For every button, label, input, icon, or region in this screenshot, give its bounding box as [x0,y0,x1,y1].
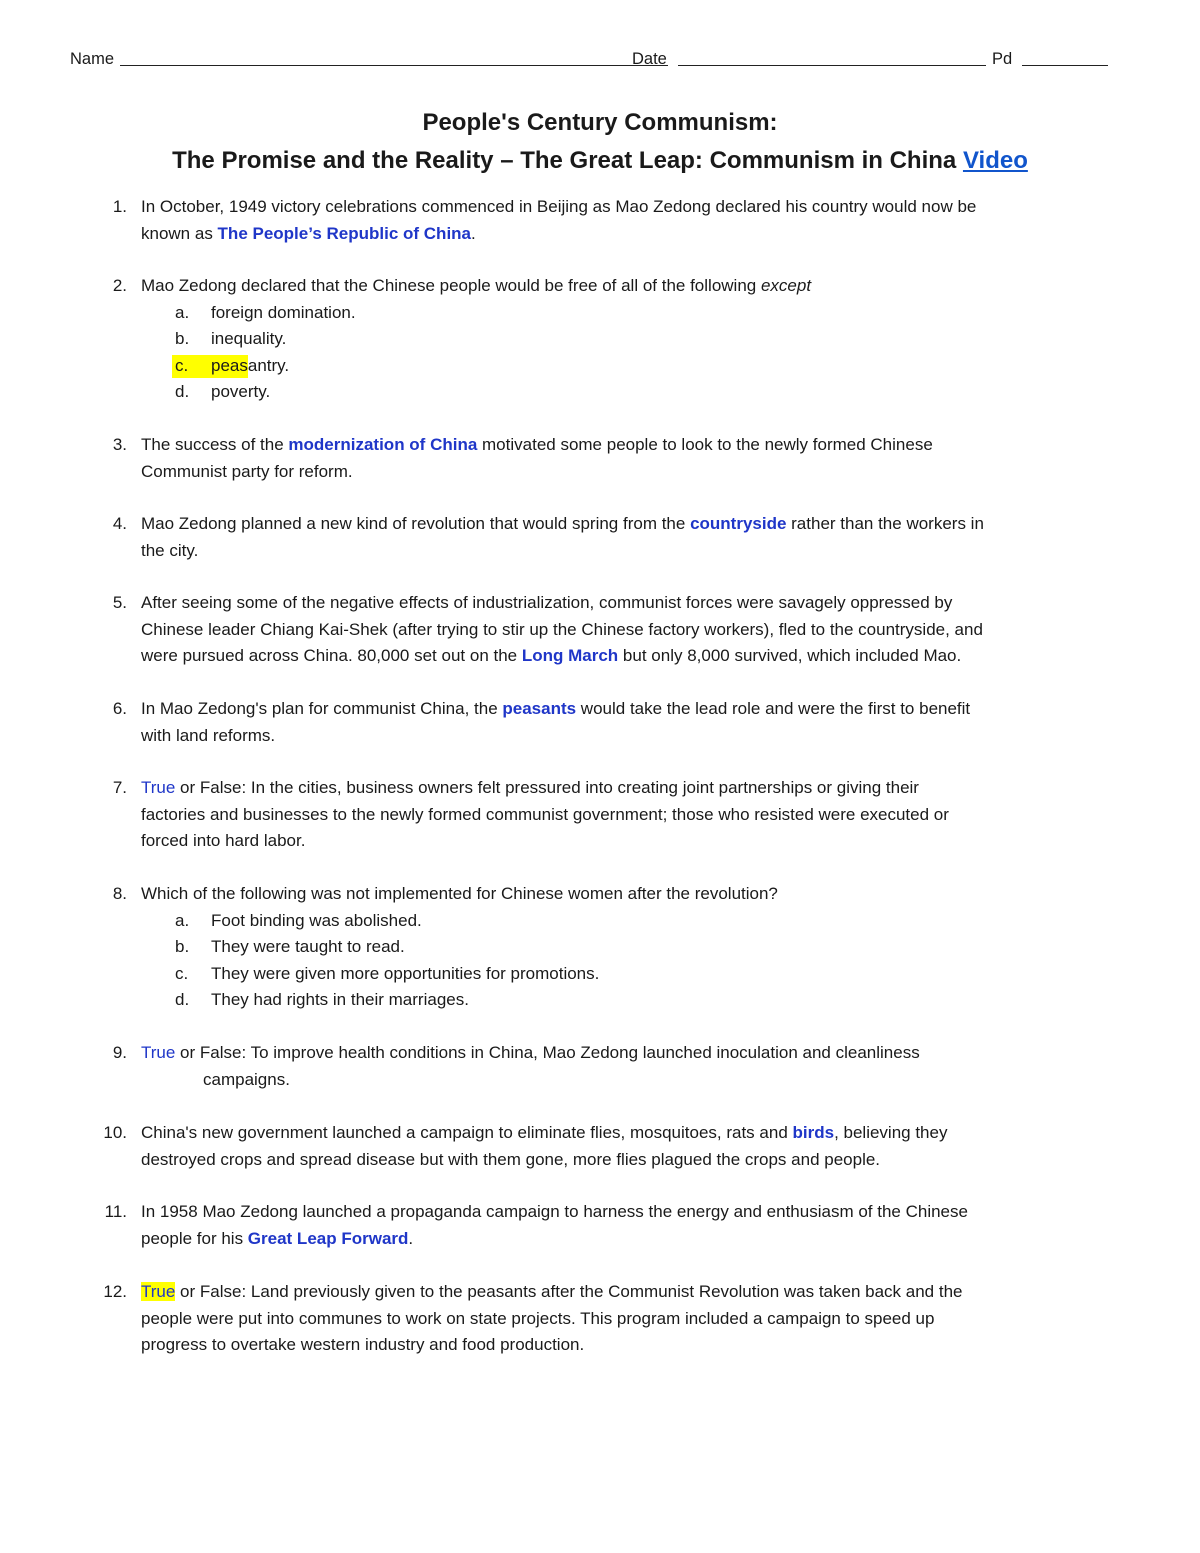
option-text: They were given more opportunities for promotions. [211,963,600,983]
option-letter: b. [175,937,190,956]
name-blank[interactable] [120,65,668,66]
question-text-part: . [408,1228,414,1248]
question-text: After seeing some of the negative effects of industrialization, communist forces were savagely oppressed by [141,593,953,612]
question-text-part: but only 8,000 survived, which included Mao. [618,646,962,665]
question-3 [112,432,1141,485]
question-text-line-2: Communist party for reform. [141,461,353,481]
question-text-line-3: progress to overtake western industry and food production. [141,1335,585,1354]
question-text-line-2: with land reforms. [141,725,276,745]
question-9 [112,1040,1141,1093]
question-text [141,432,1141,459]
question-number: 3. [112,435,127,454]
option-b [141,934,1141,961]
question-text-line-2: destroyed crops and spread disease but with them gone, more flies plagued the crops and people. [141,1149,881,1169]
question-text [141,1279,1141,1306]
question-text-part: or False: In the cities, business owners felt pressured into creating joint partnerships or giving their [175,778,919,797]
option-letter: b. [175,329,190,348]
true-answer: True [141,1043,176,1062]
name-label: Name [70,50,115,68]
true-answer-highlighted: True [141,1282,176,1301]
option-text: They were taught to read. [211,937,405,956]
question-text [141,775,1141,802]
question-text-line-3: forced into hard labor. [141,831,306,850]
question-text: Which of the following was not implemented for Chinese women after the revolution? [141,884,778,903]
option-c [141,353,1141,380]
question-10 [103,1120,1141,1173]
answer-text: Long March [521,646,619,665]
question-text-part: motivated some people to look to the newly formed Chinese [477,435,933,454]
question-emphasis: except [760,276,812,295]
option-letter: d. [175,990,190,1009]
question-number: 6. [112,699,127,718]
question-text: In 1958 Mao Zedong launched a propaganda campaign to harness the energy and enthusiasm of the Chinese [141,1202,968,1221]
option-text: Foot binding was abolished. [211,910,422,930]
question-text-line-2: factories and businesses to the newly formed communist government; those who resisted were executed or [141,804,949,824]
question-text-line-2: Chinese leader Chiang Kai-Shek (after trying to stir up the Chinese factory workers), fled to the countryside, and [141,619,983,639]
question-12 [103,1279,1141,1359]
question-number: 11. [104,1202,127,1221]
worksheet-title [0,104,1200,180]
question-number: 10. [103,1123,127,1142]
question-7 [112,775,1141,855]
question-6 [112,696,1141,749]
question-11 [104,1199,1141,1252]
question-number: 2. [112,276,127,295]
question-text-part: people for his [141,1228,248,1248]
answer-text: The People’s Republic of China [217,223,472,243]
answer-text: modernization of China [288,435,478,454]
question-text-line-2: people were put into communes to work on state projects. This program included a campaign to speed up [141,1308,935,1328]
question-text-part: Mao Zedong declared that the Chinese people would be free of all of the following [141,276,761,295]
pd-blank[interactable] [1022,65,1108,66]
question-2 [112,273,1141,406]
title-line-1: People's Century Communism: [422,109,778,136]
question-text-line-2 [141,1226,1141,1253]
option-b [141,326,1141,353]
question-number: 12. [103,1282,127,1301]
question-text-part: Mao Zedong planned a new kind of revolution that would spring from the [141,514,691,533]
question-number: 9. [112,1043,127,1062]
question-number: 1. [112,197,127,216]
title-line-2 [0,142,1200,180]
question-text-line-3 [141,643,1141,670]
option-text: inequality. [211,329,287,348]
question-text [141,696,1141,723]
answer-text: countryside [690,514,787,533]
question-text-part: rather than the workers in [786,514,984,533]
question-text [141,273,1141,300]
option-c [141,961,1141,988]
true-answer: True [141,778,176,797]
option-a [141,908,1141,935]
question-text-part: known as [141,223,218,243]
answer-text: peasants [502,699,577,718]
answer-text: Great Leap Forward [247,1228,409,1248]
question-number: 4. [112,514,127,533]
question-text-part: , believing they [834,1123,948,1142]
question-text-part: In Mao Zedong's plan for communist China, the [141,699,503,718]
pd-label: Pd [992,50,1013,68]
video-link[interactable]: Video [962,147,1028,174]
question-text-part: were pursued across China. 80,000 set out on the [141,646,522,665]
title-line-2-text: The Promise and the Reality – The Great Leap: Communism in China [172,147,957,174]
question-text [141,1040,1141,1067]
question-number: 8. [112,884,127,903]
date-label: Date [632,50,667,68]
option-text: poverty. [211,382,271,401]
question-text: In October, 1949 victory celebrations commenced in Beijing as Mao Zedong declared his country would now be [141,197,977,216]
question-4 [112,511,1141,564]
question-text-line-2: campaigns. [203,1069,290,1089]
option-letter: a. [175,302,190,322]
question-number: 5. [112,593,127,612]
option-text: peasantry. [211,355,290,375]
question-5 [112,590,1141,670]
option-a [141,300,1141,327]
question-text-part: China's new government launched a campaign to eliminate flies, mosquitoes, rats and [141,1123,793,1142]
option-text: foreign domination. [211,302,356,322]
question-text [141,511,1141,538]
question-text-line-2 [141,221,1141,248]
option-text: They had rights in their marriages. [211,990,469,1009]
option-letter: d. [175,382,190,401]
question-text [141,1120,1141,1147]
date-blank[interactable] [678,65,986,66]
option-letter: c. [175,355,189,375]
option-d [141,379,1141,406]
question-text-part: The success of the [141,435,289,454]
header-fields [70,46,1110,72]
question-number: 7. [112,778,127,797]
question-text-part: or False: Land previously given to the peasants after the Communist Revolution was taken back and the [175,1282,963,1301]
question-text-line-2: the city. [141,540,199,560]
option-letter: c. [175,963,189,983]
question-text-part: or False: To improve health conditions in China, Mao Zedong launched inoculation and cleanliness [175,1043,920,1062]
answer-text: birds [792,1123,835,1142]
question-1 [112,194,1141,247]
question-text-part: would take the lead role and were the first to benefit [576,699,971,718]
option-d [141,987,1141,1014]
option-letter: a. [175,910,190,930]
question-8 [112,881,1141,1014]
question-text-part: . [471,223,476,243]
